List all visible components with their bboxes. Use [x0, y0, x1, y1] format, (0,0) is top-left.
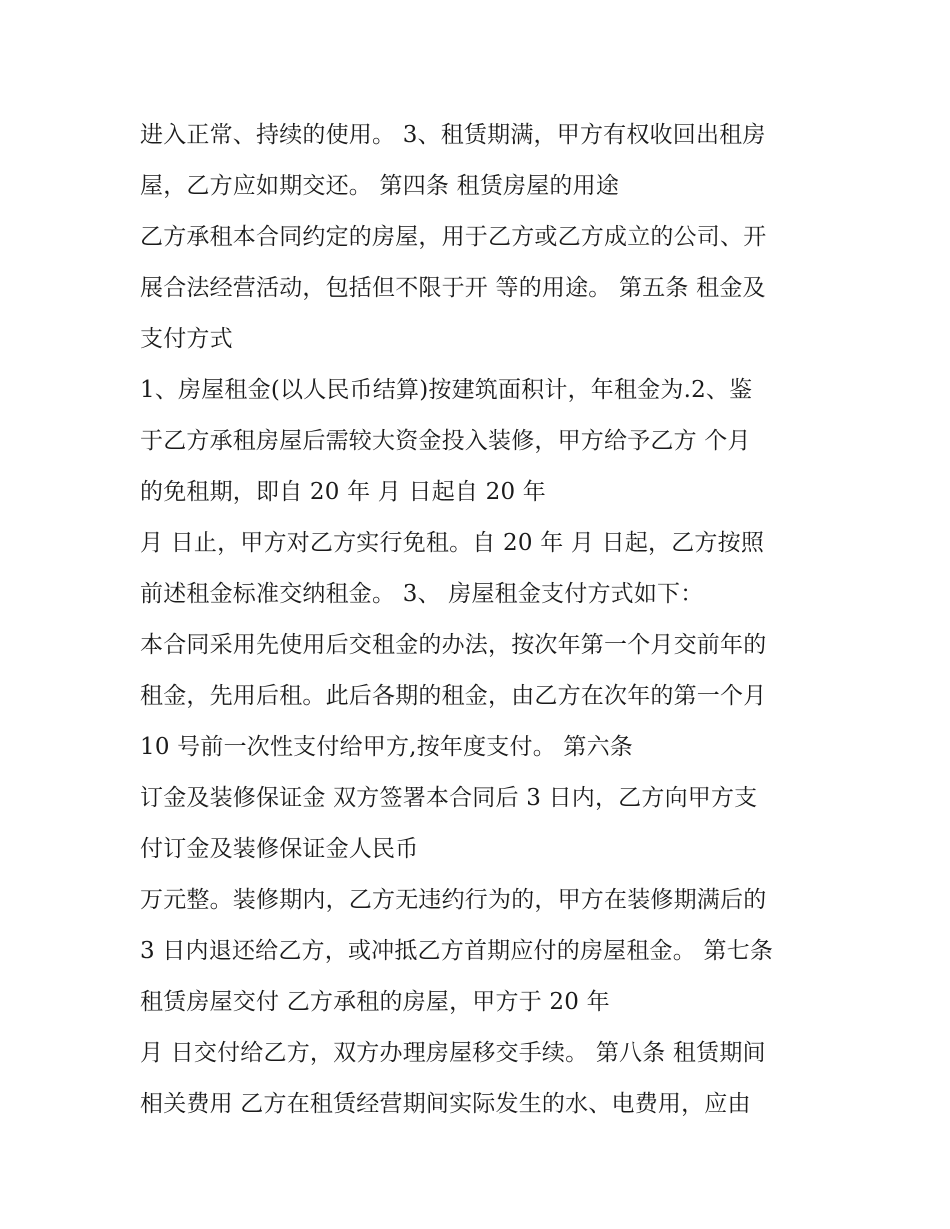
text-line: 进入正常、持续的使用。 3、租赁期满，甲方有权收回出租房	[140, 122, 766, 148]
text-line: 屋，乙方应如期交还。 第四条 租赁房屋的用途	[140, 173, 620, 199]
text-line: 月 日交付给乙方，双方办理房屋移交手续。 第八条 租赁期间	[140, 1040, 766, 1066]
text-line: 乙方承租本合同约定的房屋，用于乙方或乙方成立的公司、开	[140, 224, 767, 250]
text-line: 订金及装修保证金 双方签署本合同后 3 日内，乙方向甲方支	[140, 785, 758, 811]
text-line: 本合同采用先使用后交租金的办法，按次年第一个月交前年的	[140, 632, 767, 658]
text-line: 相关费用 乙方在租赁经营期间实际发生的水、电费用，应由	[140, 1091, 751, 1117]
text-line: 展合法经营活动，包括但不限于开 等的用途。 第五条 租金及	[140, 275, 766, 301]
text-line: 的免租期，即自 20 年 月 日起自 20 年	[140, 479, 546, 505]
text-line: 月 日止，甲方对乙方实行免租。自 20 年 月 日起，乙方按照	[140, 530, 765, 556]
text-line: 前述租金标准交纳租金。 3、 房屋租金支付方式如下：	[140, 581, 704, 607]
text-line: 租赁房屋交付 乙方承租的房屋，甲方于 20 年	[140, 989, 610, 1015]
text-line: 支付方式	[140, 326, 233, 352]
text-line: 租金，先用后租。此后各期的租金，由乙方在次年的第一个月	[140, 683, 767, 709]
text-line: 1、房屋租金(以人民币结算)按建筑面积计，年租金为.2、鉴	[140, 377, 753, 403]
text-line: 于乙方承租房屋后需较大资金投入装修，甲方给予乙方 个月	[140, 428, 751, 454]
text-line: 万元整。装修期内，乙方无违约行为的，甲方在装修期满后的	[140, 887, 767, 913]
text-line: 付订金及装修保证金人民币	[140, 836, 419, 862]
contract-body-text	[140, 110, 830, 1130]
text-line: 3 日内退还给乙方，或冲抵乙方首期应付的房屋租金。 第七条	[140, 938, 774, 964]
text-line: 10 号前一次性支付给甲方,按年度支付。 第六条	[140, 734, 633, 760]
